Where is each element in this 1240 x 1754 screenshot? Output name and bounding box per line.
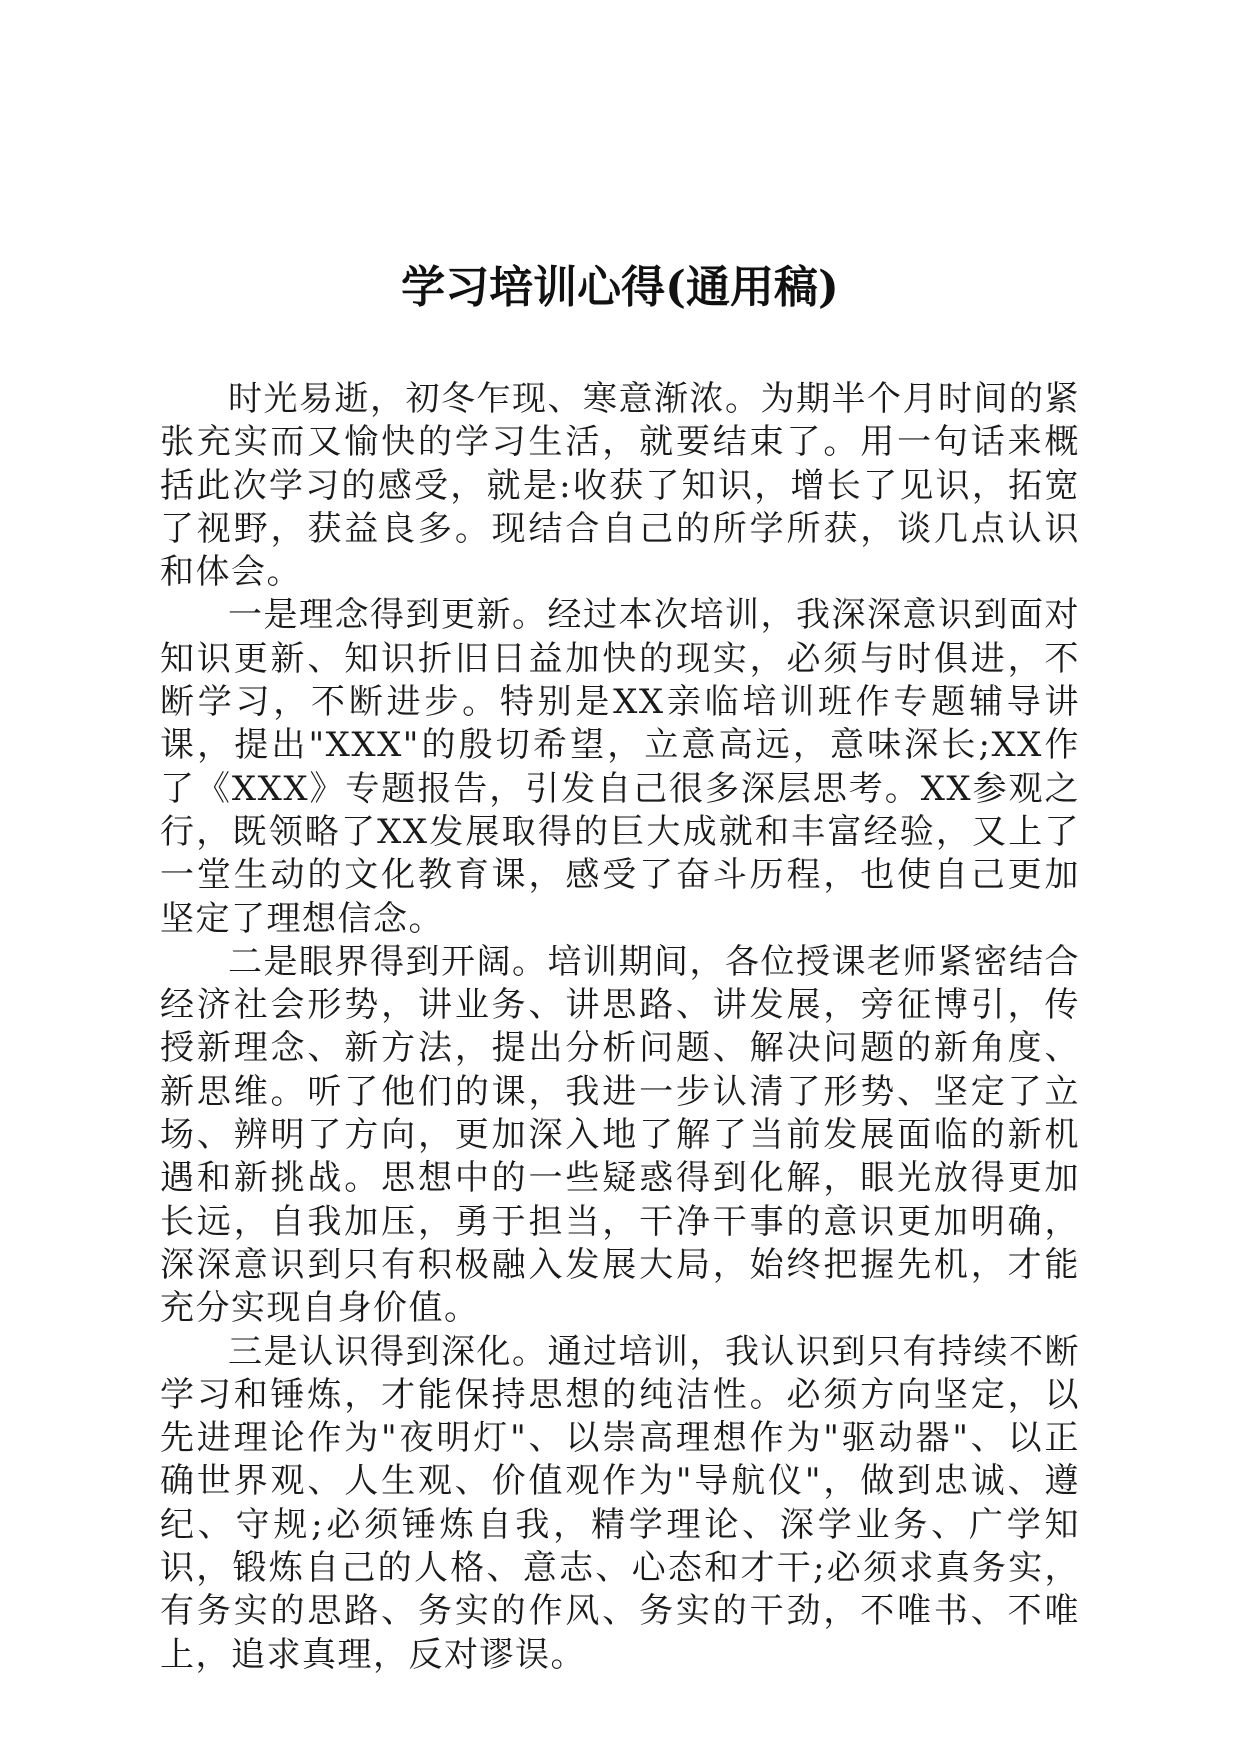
paragraph-broadened-vision: 二是眼界得到开阔。培训期间，各位授课老师紧密结合经济社会形势，讲业务、讲思路、讲发展，旁征博引，传授新理念、新方法，提出分析问题、解决问题的新角度、新思维。听了他们的课，我进一步认清了形势、坚定了立场、辨明了方向，更加深入地了解了当前发展面临的新机遇和新挑战。思想中的一些疑惑得到化解，眼光放得更加长远，自我加压，勇于担当，干净干事的意识更加明确，深深意识到只有积极融入发展大局，始终把握先机，才能充分实现自身价值。 — [160, 941, 1080, 1329]
document-body — [160, 378, 1080, 1677]
paragraph-deepened-understanding: 三是认识得到深化。通过培训，我认识到只有持续不断学习和锤炼，才能保持思想的纯洁性。必须方向坚定，以先进理论作为"夜明灯"、以崇高理想作为"驱动器"、以正确世界观、人生观、价值观作为"导航仪"，做到忠诚、遵纪、守规;必须锤炼自我，精学理论、深学业务、广学知识，锻炼自己的人格、意志、心态和才干;必须求真务实，有务实的思路、务实的作风、务实的干劲，不唯书、不唯上，追求真理，反对谬误。 — [160, 1331, 1080, 1675]
document-title: 学习培训心得(通用稿) — [401, 262, 839, 313]
paragraph-intro: 时光易逝，初冬乍现、寒意渐浓。为期半个月时间的紧张充实而又愉快的学习生活，就要结束了。用一句话来概括此次学习的感受，就是:收获了知识，增长了见识，拓宽了视野，获益良多。现结合自己的所学所获，谈几点认识和体会。 — [160, 379, 1080, 593]
paragraph-concept-update: 一是理念得到更新。经过本次培训，我深深意识到面对知识更新、知识折旧日益加快的现实，必须与时俱进，不断学习，不断进步。特别是XX亲临培训班作专题辅导讲课，提出"XXX"的殷切希望，立意高远，意味深长;XX作了《XXX》专题报告，引发自己很多深层思考。XX参观之行，既领略了XX发展取得的巨大成就和丰富经验，又上了一堂生动的文化教育课，感受了奋斗历程，也使自己更加坚定了理想信念。 — [160, 595, 1080, 939]
